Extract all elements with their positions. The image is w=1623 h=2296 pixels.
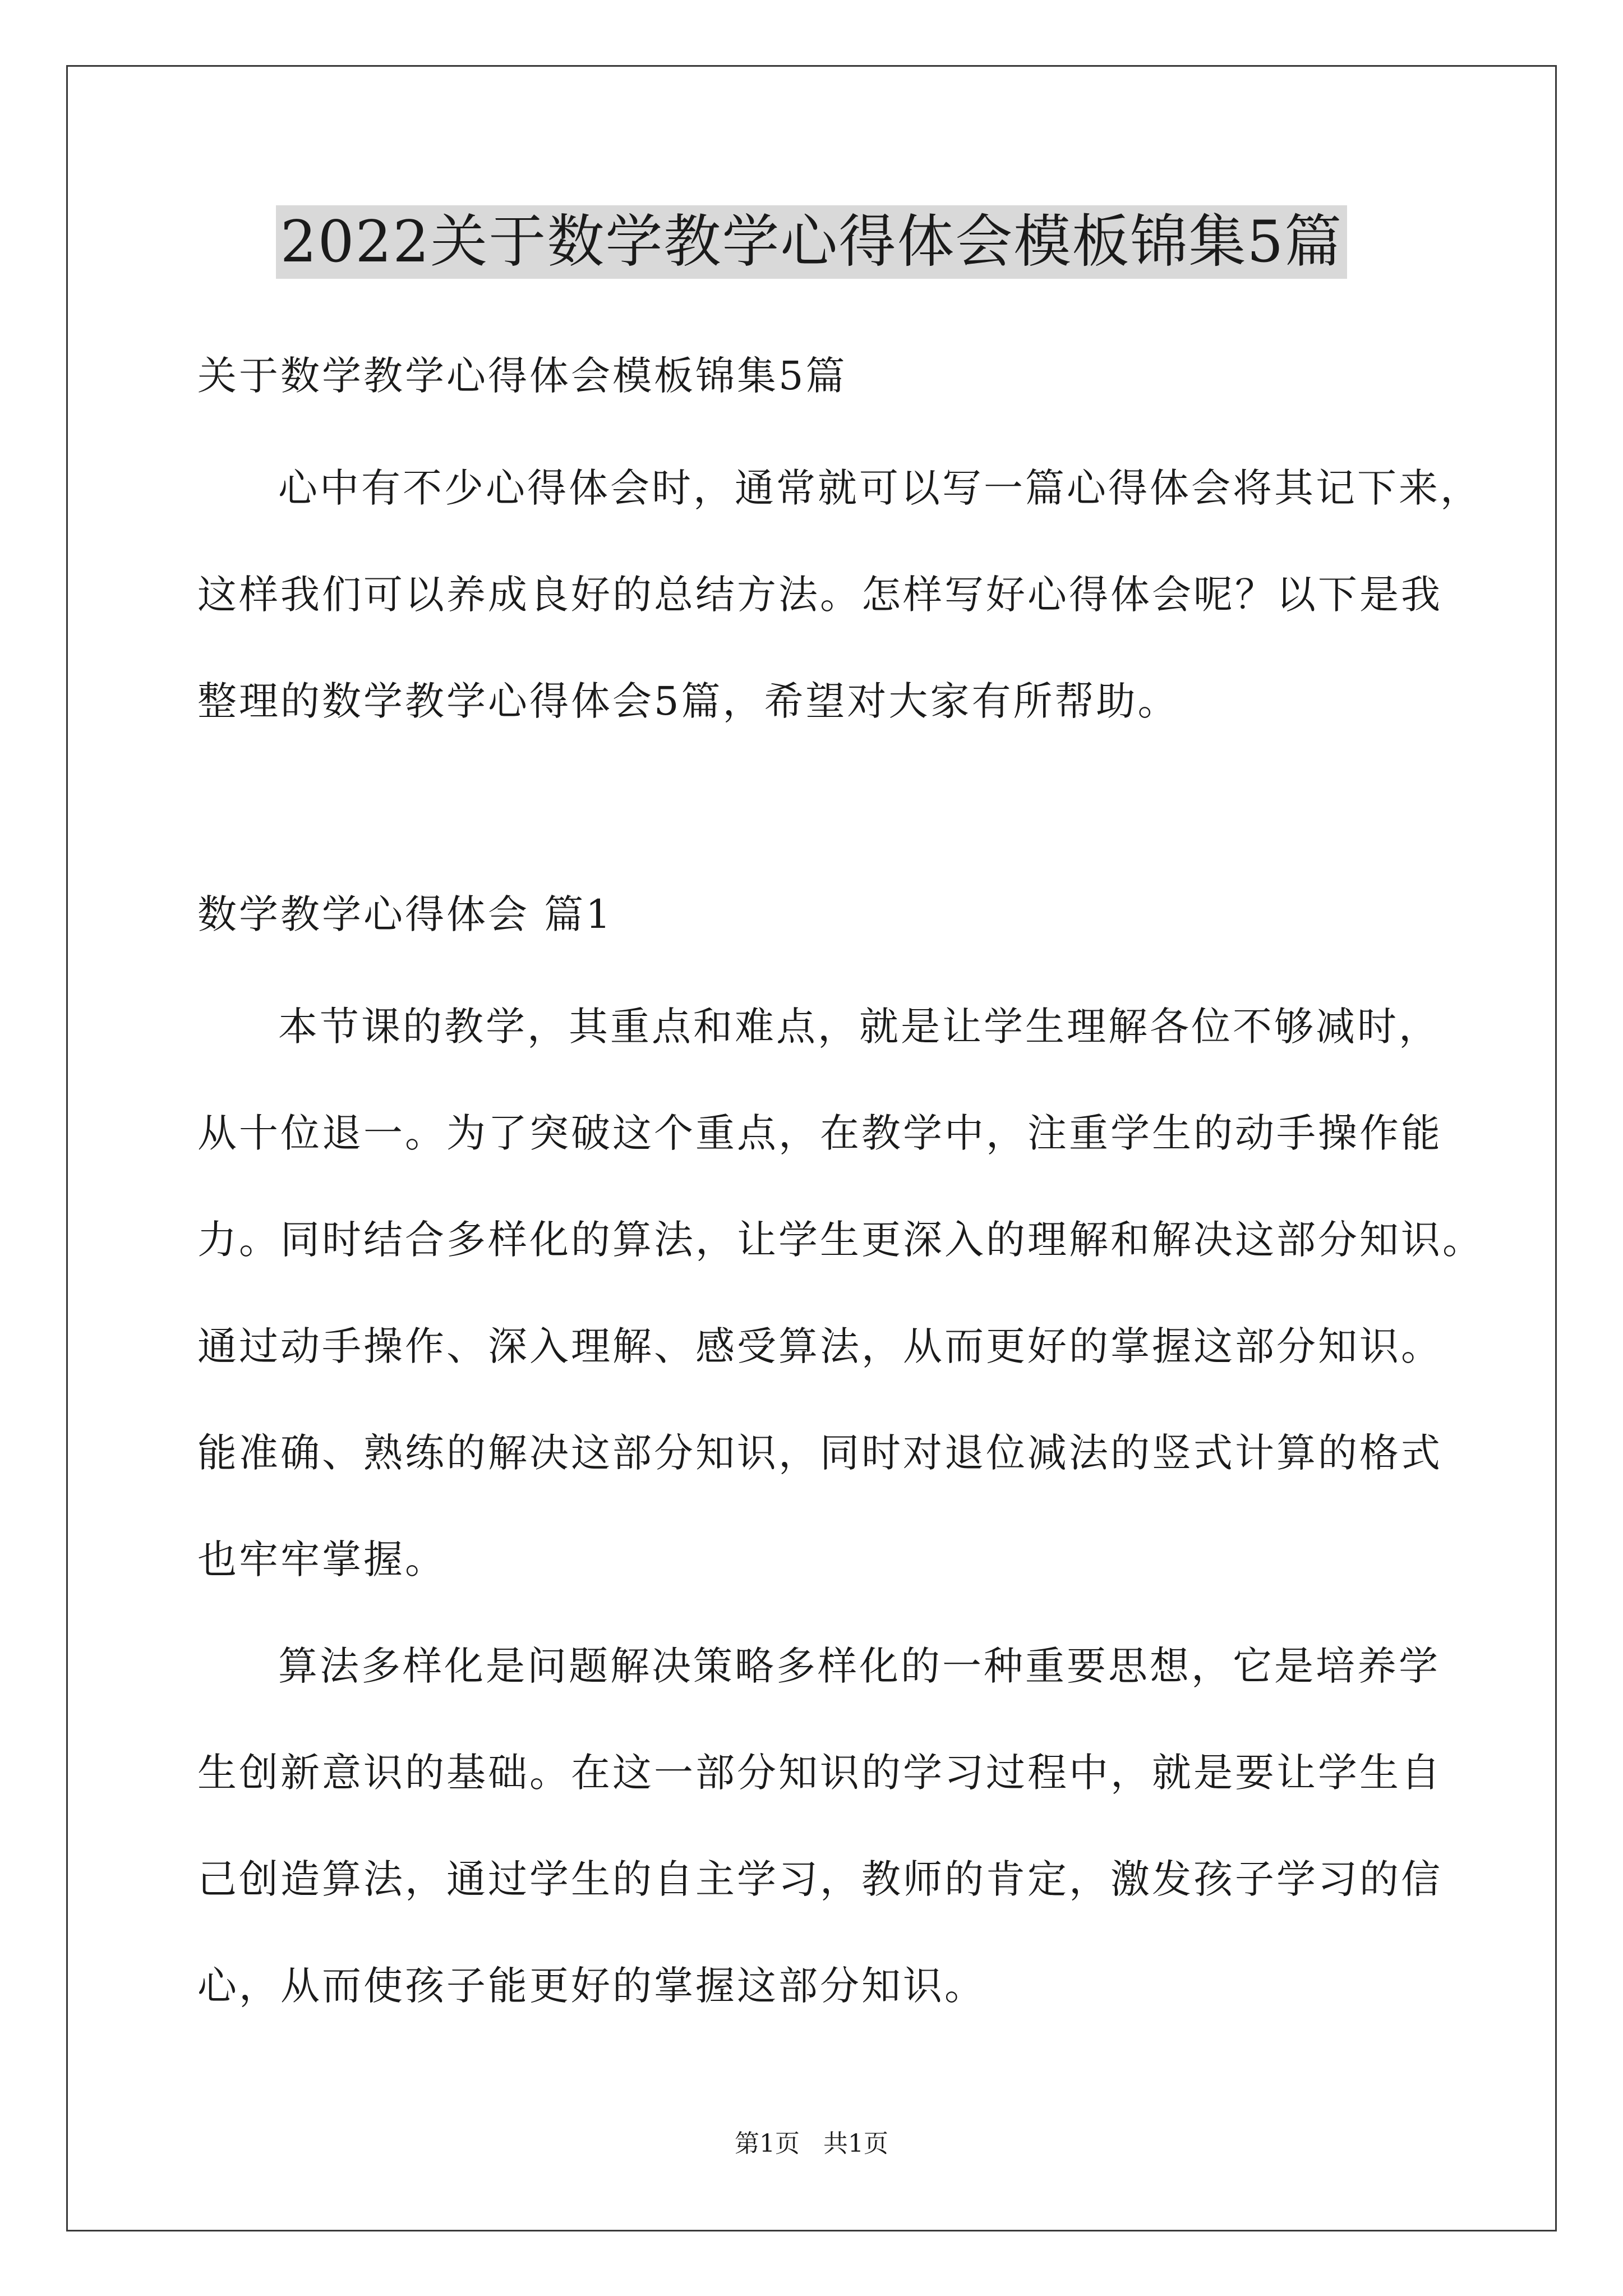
page-number-total: 共1页 <box>823 2129 888 2158</box>
paragraph2-line-3: 己创造算法，通过学生的自主学习，教师的肯定，激发孩子学习的信 <box>197 1856 1442 1902</box>
paragraph1-line-3: 力。同时结合多样化的算法，让学生更深入的理解和解决这部分知识。 <box>197 1217 1484 1263</box>
paragraph2-line-2: 生创新意识的基础。在这一部分知识的学习过程中，就是要让学生自 <box>197 1750 1442 1796</box>
section-heading: 数学教学心得体会 篇1 <box>197 891 613 937</box>
page-footer <box>0 2127 1623 2161</box>
paragraph2-line-1: 算法多样化是问题解决策略多样化的一种重要思想，它是培养学 <box>278 1643 1440 1689</box>
paragraph1-line-1: 本节课的教学，其重点和难点，就是让学生理解各位不够减时， <box>278 1004 1440 1050</box>
document-subtitle: 关于数学教学心得体会模板锦集5篇 <box>197 353 847 399</box>
paragraph1-line-2: 从十位退一。为了突破这个重点，在教学中，注重学生的动手操作能 <box>197 1110 1442 1156</box>
paragraph2-line-4: 心，从而使孩子能更好的掌握这部分知识。 <box>197 1963 986 2009</box>
paragraph1-line-6: 也牢牢掌握。 <box>197 1536 446 1582</box>
paragraph1-line-5: 能准确、熟练的解决这部分知识，同时对退位减法的竖式计算的格式 <box>197 1430 1442 1476</box>
intro-line-3: 整理的数学教学心得体会5篇，希望对大家有所帮助。 <box>197 678 1179 724</box>
intro-line-1: 心中有不少心得体会时，通常就可以写一篇心得体会将其记下来， <box>278 465 1482 511</box>
intro-line-2: 这样我们可以养成良好的总结方法。怎样写好心得体会呢？以下是我 <box>197 572 1442 618</box>
document-title-text: 2022关于数学教学心得体会模板锦集5篇 <box>276 205 1347 279</box>
paragraph1-line-4: 通过动手操作、深入理解、感受算法，从而更好的掌握这部分知识。 <box>197 1323 1442 1369</box>
page-number-current: 第1页 <box>735 2129 800 2158</box>
document-title <box>0 203 1623 282</box>
